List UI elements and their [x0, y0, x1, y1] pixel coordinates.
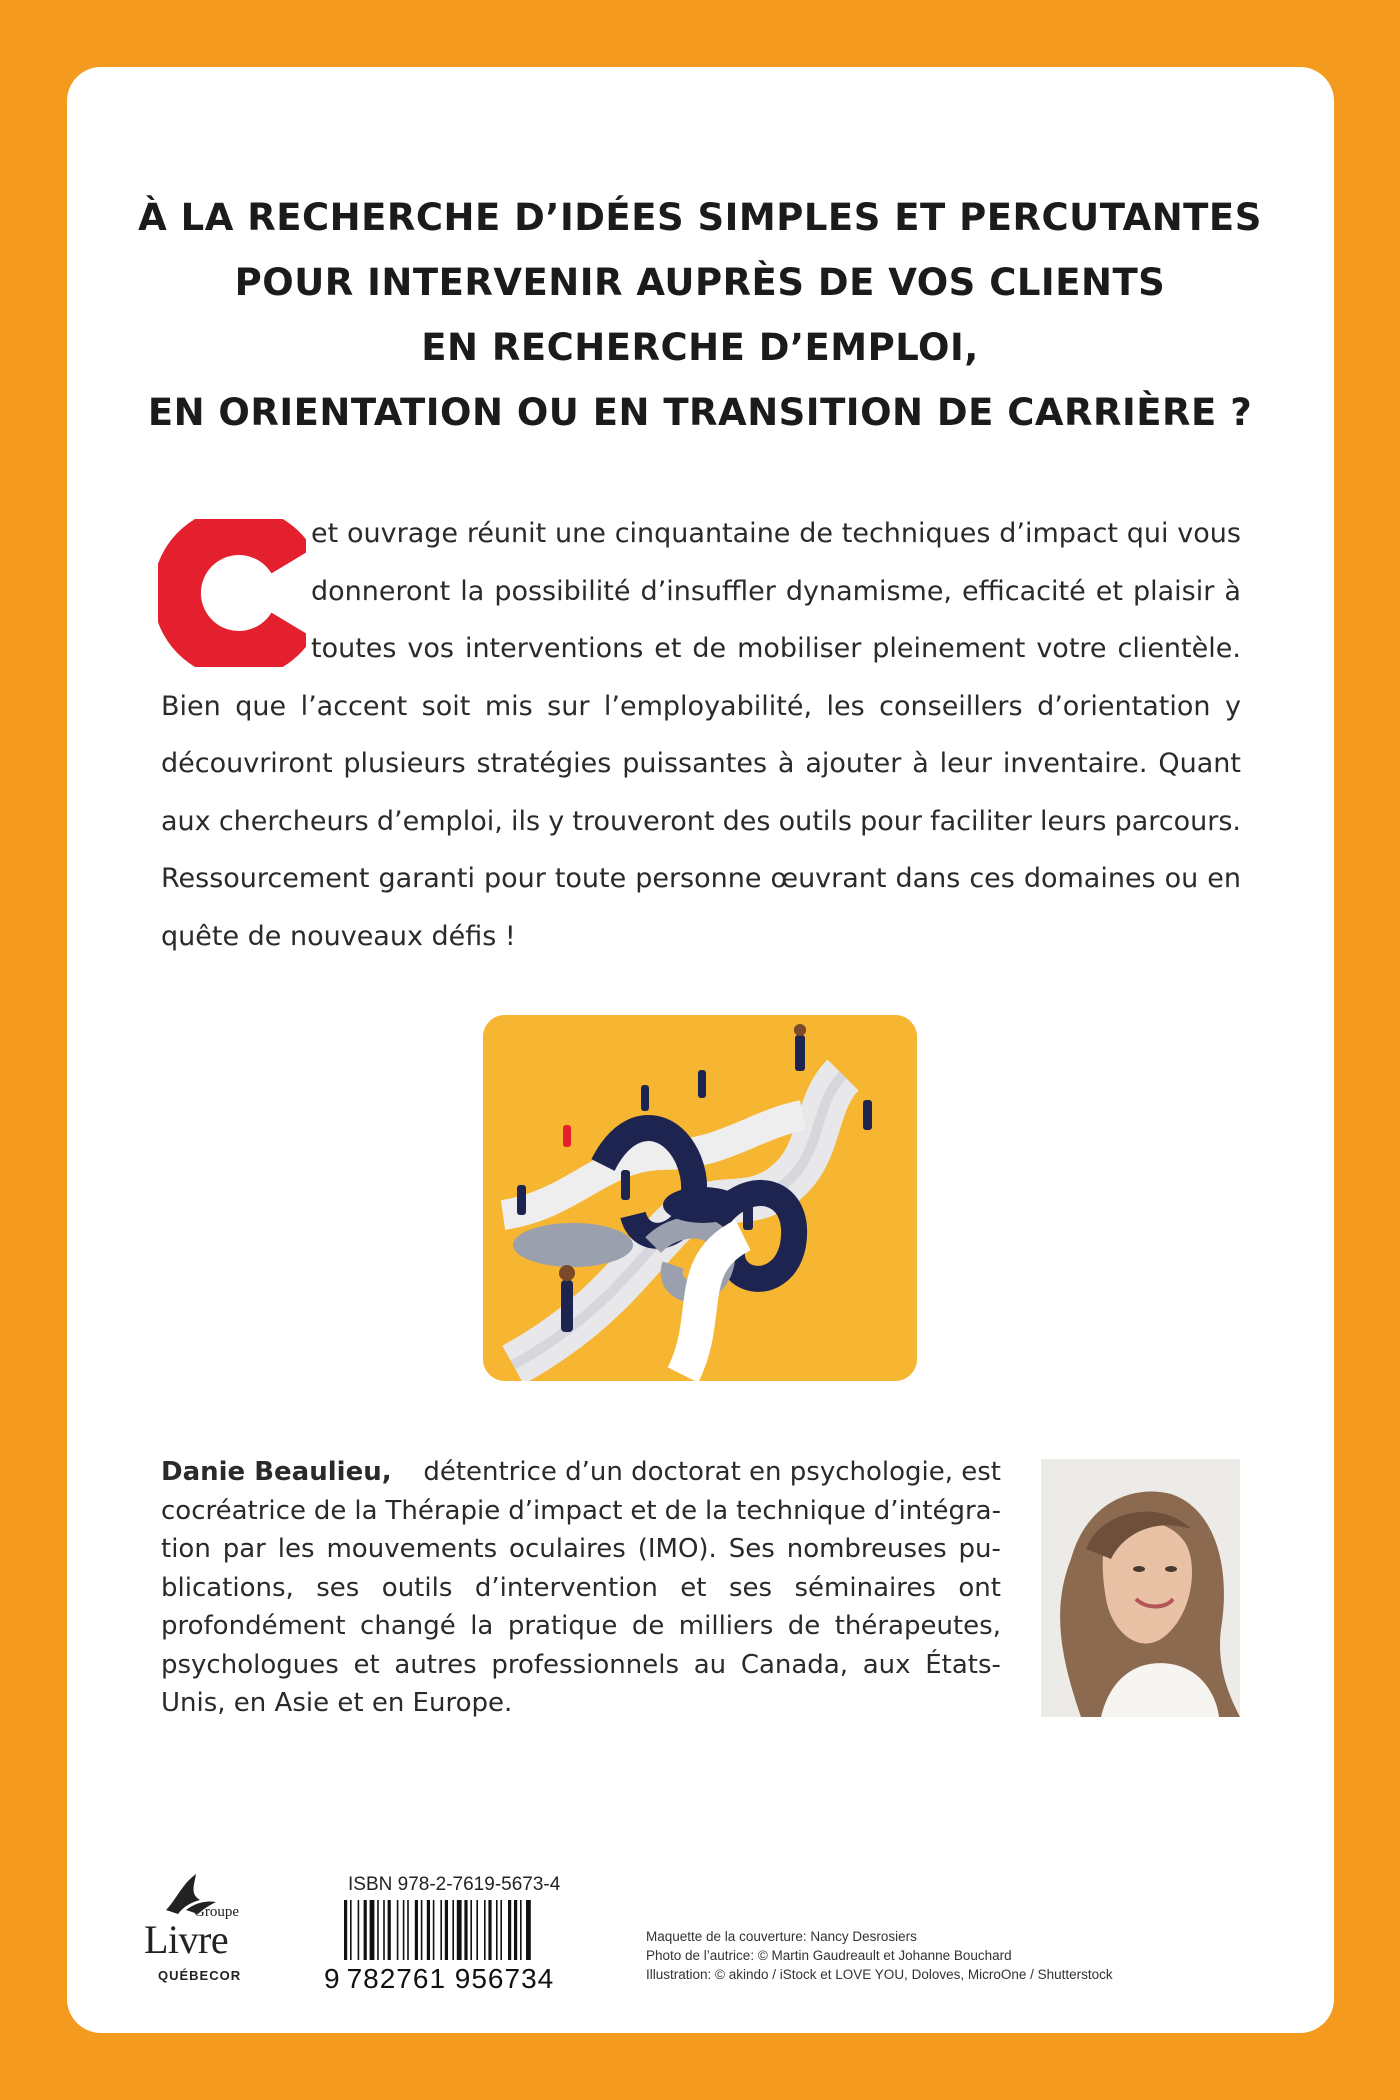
headline-line: POUR INTERVENIR AUPRÈS DE VOS CLIENTS — [234, 261, 1166, 304]
credit-line: Maquette de la couverture: Nancy Desrosiers — [646, 1929, 917, 1944]
cover-illustration — [483, 1015, 917, 1381]
bio-line: blications, ses outils d’intervention et ses séminaires ont — [161, 1572, 1001, 1603]
bio-line: profondément changé la pratique de milliers de thérapeutes, — [161, 1611, 1001, 1641]
credit-line: Illustration: © akindo / iStock et LOVE YOU, Doloves, MicroOne / Shutterstock — [646, 1967, 1113, 1982]
author-photo — [1041, 1459, 1240, 1717]
bio-line: tion par les mouvements oculaires (IMO). Ses nombreuses pu- — [161, 1534, 1001, 1564]
intro-line: quête de nouveaux défis ! — [161, 920, 516, 952]
publisher-quebecor: QUÉBECOR — [158, 1968, 242, 1983]
intro-line: Bien que l’accent soit mis sur l’employabilité, les conseillers d’orientation y — [161, 690, 1241, 722]
intro-line: et ouvrage réunit une cinquantaine de techniques d’impact qui vous — [311, 518, 1241, 549]
bio-line: Unis, en Asie et en Europe. — [161, 1688, 513, 1718]
headline-line: EN RECHERCHE D’EMPLOI, — [421, 326, 979, 369]
bio-line: Danie Beaulieu, détentrice d’un doctorat en psychologie, est — [161, 1453, 1001, 1492]
credit-line: Photo de l’autrice: © Martin Gaudreault et Johanne Bouchard — [646, 1948, 1012, 1963]
isbn-label: ISBN 978-2-7619-5673-4 — [348, 1874, 561, 1895]
bio-line: psychologues et autres professionnels au Canada, aux États- — [161, 1649, 1001, 1680]
author-name: Danie Beaulieu, — [161, 1457, 392, 1487]
headline-line: EN ORIENTATION OU EN TRANSITION DE CARRIÈRE ? — [147, 391, 1253, 434]
intro-line: donneront la possibilité d’insuffler dynamisme, efficacité et plaisir à — [311, 575, 1241, 607]
intro-line: toutes vos interventions et de mobiliser pleinement votre clientèle. — [311, 633, 1241, 664]
publisher-logo — [136, 1870, 266, 2005]
intro-line: aux chercheurs d’emploi, ils y trouveront des outils pour faciliter leurs parcours. — [161, 805, 1241, 837]
headline-line: À LA RECHERCHE D’IDÉES SIMPLES ET PERCUTANTES — [138, 196, 1262, 239]
intro-line: découvriront plusieurs stratégies puissantes à ajouter à leur inventaire. Quant — [161, 748, 1241, 779]
cover-credits — [646, 1927, 1113, 1984]
publisher-livre: Livre — [144, 1917, 229, 1962]
bio-line: cocréatrice de la Thérapie d’impact et de la technique d’intégra- — [161, 1495, 1001, 1526]
headline — [0, 185, 1400, 445]
isbn-digits: 9 782761 956734 — [324, 1963, 555, 1994]
intro-line: Ressourcement garanti pour toute personne œuvrant dans ces domaines ou en — [161, 863, 1241, 894]
author-bio — [161, 1453, 1001, 1723]
intro-paragraph — [161, 505, 1241, 965]
publisher-groupe: Groupe — [194, 1904, 239, 1920]
